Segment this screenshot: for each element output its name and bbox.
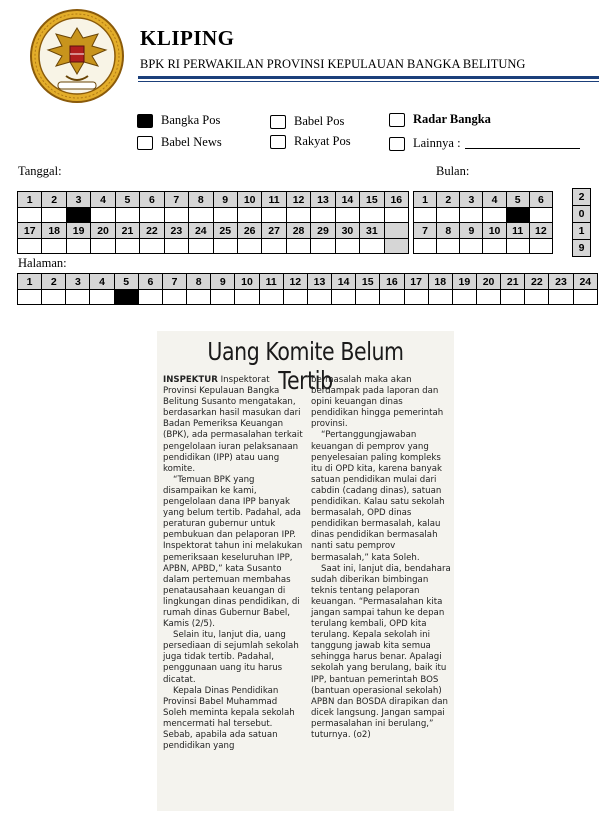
source-babel-pos[interactable] xyxy=(270,114,344,129)
number-cell: 23 xyxy=(549,274,573,290)
article-paragraph: INSPEKTUR Inspektorat Provinsi Kepulauan Bangka Belitung Susanto mengatakan, berdasarkan hasil masukan dari Badan Pemeriksa Keuangan (BPK), ada permasalahan terkait pengelolaan iuran pelaksanaan pendidikan (IPP) atau uang komite. xyxy=(163,375,303,474)
mark-cell[interactable] xyxy=(332,290,356,305)
number-cell: 14 xyxy=(332,274,356,290)
mark-cell[interactable] xyxy=(18,208,42,223)
number-cell: 11 xyxy=(262,192,286,208)
number-cell: 5 xyxy=(506,192,529,208)
mark-cell[interactable] xyxy=(380,290,404,305)
number-cell: 10 xyxy=(235,274,259,290)
number-cell: 19 xyxy=(66,223,90,239)
article-paragraph: Selain itu, lanjut dia, uang persediaan di sejumlah sekolah juga tidak tertib. Padahal, penggunaan uang itu harus dicatat. xyxy=(163,630,299,685)
number-cell: 18 xyxy=(428,274,452,290)
number-cell: 30 xyxy=(335,223,359,239)
number-cell: 20 xyxy=(91,223,115,239)
mark-cell[interactable] xyxy=(283,290,307,305)
number-cell: 2 xyxy=(437,192,460,208)
mark-cell[interactable] xyxy=(18,290,42,305)
mark-cell[interactable] xyxy=(506,239,529,254)
mark-cell[interactable] xyxy=(529,208,552,223)
number-cell: 3 xyxy=(460,192,483,208)
article-column-2 xyxy=(311,375,451,741)
mark-cell[interactable] xyxy=(501,290,525,305)
number-cell: 12 xyxy=(286,192,310,208)
mark-cell[interactable] xyxy=(138,290,162,305)
checkbox[interactable] xyxy=(270,135,286,149)
checkbox[interactable] xyxy=(389,137,405,151)
mark-cell[interactable] xyxy=(404,290,428,305)
mark-cell[interactable] xyxy=(18,239,42,254)
number-cell: 23 xyxy=(164,223,188,239)
number-cell: 11 xyxy=(259,274,283,290)
mark-cell[interactable] xyxy=(237,208,261,223)
mark-cell[interactable] xyxy=(262,208,286,223)
checkbox[interactable] xyxy=(137,136,153,150)
mark-cell[interactable] xyxy=(164,208,188,223)
newspaper-clipping xyxy=(157,331,454,811)
article-headline: Uang Komite Belum Tertib xyxy=(207,337,404,395)
article-paragraph: Kepala Dinas Pendidikan Provinsi Babel Muhammad Soleh meminta kepala sekolah mencermati hal tersebut. Sebab, apabila ada satuan pendidikan yang xyxy=(163,685,295,752)
source-label: Radar Bangka xyxy=(413,112,491,126)
source-bangka-pos[interactable] xyxy=(137,113,220,128)
number-cell: 13 xyxy=(307,274,331,290)
number-cell: 17 xyxy=(18,223,42,239)
mark-cell[interactable] xyxy=(213,239,237,254)
source-babel-news[interactable] xyxy=(137,135,222,150)
number-cell: 2 xyxy=(42,274,66,290)
article-paragraph: “Pertanggungjawaban keuangan di pemprov yang penyelesaian paling kompleks itu di OPD kita, karena banyak satuan pendidikan mulai dari cabdin (cadang dinas), satuan pendidikan. Kalau satu sekolah bermasalah, OPD dinas pendidikan bermasalah, kalau dinas pendidikan bermasalah nanti satu pemprov bermasalah,” kata Soleh. xyxy=(311,430,445,563)
number-cell: 7 xyxy=(164,192,188,208)
number-cell: 13 xyxy=(311,192,335,208)
mark-cell[interactable] xyxy=(189,239,213,254)
number-cell: 5 xyxy=(114,274,138,290)
mark-cell[interactable] xyxy=(140,208,164,223)
number-cell: 3 xyxy=(66,274,90,290)
number-cell: 19 xyxy=(452,274,476,290)
number-cell: 15 xyxy=(360,192,384,208)
mark-cell[interactable] xyxy=(286,239,310,254)
article-paragraph: “Temuan BPK yang disampaikan ke kami, pengelolaan dana IPP banyak yang belum tertib. Padahal, ada peraturan gubernur untuk pembukuan dan pelaporan IPP. Inspektorat tahun ini melakukan pemeriksaan keseluruhan IPP, APBN, APBD,” kata Susanto dalam pertemuan membahas penatausahaan keuangan di lingkungan dinas pendidikan, di rumah dinas Gubernur Babel, Kamis (2/5). xyxy=(163,474,303,630)
number-cell: 3 xyxy=(66,192,90,208)
number-cell: 8 xyxy=(187,274,211,290)
halaman-grid xyxy=(17,273,598,305)
article-paragraph: bermasalah maka akan berdampak pada laporan dan opini keuangan dinas pendidikan hingga pemerintah provinsi. xyxy=(311,375,444,430)
source-label: Bangka Pos xyxy=(161,113,221,127)
number-cell: 22 xyxy=(140,223,164,239)
number-cell: 10 xyxy=(483,223,506,239)
number-cell: 9 xyxy=(213,192,237,208)
number-cell: 8 xyxy=(189,192,213,208)
mark-cell[interactable] xyxy=(311,208,335,223)
number-cell: 2 xyxy=(42,192,66,208)
mark-cell[interactable] xyxy=(437,208,460,223)
mark-cell[interactable] xyxy=(525,290,549,305)
number-cell: 31 xyxy=(360,223,384,239)
article-paragraph: Saat ini, lanjut dia, bendahara sudah diberikan bimbingan teknis tentang pelaporan keuangan. “Permasalahan kita jangan sampai tahun ke depan terulang kembali, OPD kita terulang. Kepala sekolah ini tanggung jawab kita semua sehingga harus benar. Apalagi sekolah yang berulang, baik itu IPP, bantuan pemerintah BOS (bantuan operasional sekolah) APBN dan BOSDA dirapikan dan dicek langsung. Jangan sampai permasalahan ini berulang,” tuturnya. (o2) xyxy=(311,563,451,740)
mark-cell[interactable] xyxy=(66,239,90,254)
mark-cell[interactable] xyxy=(162,290,186,305)
number-cell: 24 xyxy=(573,274,597,290)
mark-cell[interactable] xyxy=(286,208,310,223)
mark-cell[interactable] xyxy=(114,290,138,305)
source-label: Babel Pos xyxy=(294,114,345,128)
mark-cell[interactable] xyxy=(335,208,359,223)
number-cell: 16 xyxy=(380,274,404,290)
number-cell: 28 xyxy=(286,223,310,239)
tanggal-grid xyxy=(17,191,409,254)
year-digit: 2 xyxy=(573,189,591,206)
mark-cell[interactable] xyxy=(414,208,437,223)
mark-cell[interactable] xyxy=(187,290,211,305)
number-cell: 16 xyxy=(384,192,408,208)
number-cell: 6 xyxy=(138,274,162,290)
number-cell: 17 xyxy=(404,274,428,290)
number-cell: 12 xyxy=(529,223,552,239)
number-cell: 11 xyxy=(506,223,529,239)
mark-cell[interactable] xyxy=(360,208,384,223)
mark-cell[interactable] xyxy=(115,239,139,254)
mark-cell[interactable] xyxy=(437,239,460,254)
number-cell xyxy=(384,223,408,239)
year-digit: 1 xyxy=(573,223,591,240)
mark-cell[interactable] xyxy=(115,208,139,223)
mark-cell[interactable] xyxy=(483,208,506,223)
mark-cell[interactable] xyxy=(335,239,359,254)
mark-cell[interactable] xyxy=(164,239,188,254)
mark-cell[interactable] xyxy=(360,239,384,254)
mark-cell[interactable] xyxy=(42,208,66,223)
number-cell: 6 xyxy=(529,192,552,208)
number-cell: 1 xyxy=(18,192,42,208)
number-cell: 18 xyxy=(42,223,66,239)
page-subtitle: BPK RI PERWAKILAN PROVINSI KEPULAUAN BANGKA BELITUNG xyxy=(140,57,526,71)
mark-cell[interactable] xyxy=(549,290,573,305)
mark-cell[interactable] xyxy=(476,290,500,305)
bulan-label: Bulan: xyxy=(436,164,470,178)
number-cell: 22 xyxy=(525,274,549,290)
number-cell: 21 xyxy=(501,274,525,290)
mark-cell[interactable] xyxy=(66,208,90,223)
mark-cell[interactable] xyxy=(91,208,115,223)
number-cell: 1 xyxy=(414,192,437,208)
number-cell: 4 xyxy=(91,192,115,208)
number-cell: 8 xyxy=(437,223,460,239)
year-digit: 9 xyxy=(573,240,591,257)
year-digit: 0 xyxy=(573,206,591,223)
checkbox-checked[interactable] xyxy=(137,114,153,128)
number-cell: 7 xyxy=(162,274,186,290)
page-title: KLIPING xyxy=(140,26,235,50)
header-rule xyxy=(138,76,599,79)
mark-cell[interactable] xyxy=(414,239,437,254)
checkbox[interactable] xyxy=(389,113,405,127)
number-cell: 9 xyxy=(211,274,235,290)
mark-cell[interactable] xyxy=(307,290,331,305)
number-cell: 14 xyxy=(335,192,359,208)
number-cell: 15 xyxy=(356,274,380,290)
mark-cell[interactable] xyxy=(483,239,506,254)
mark-cell[interactable] xyxy=(573,290,597,305)
mark-cell[interactable] xyxy=(452,290,476,305)
tahun-grid xyxy=(572,188,591,257)
mark-cell[interactable] xyxy=(235,290,259,305)
mark-cell[interactable] xyxy=(356,290,380,305)
number-cell: 7 xyxy=(414,223,437,239)
number-cell: 12 xyxy=(283,274,307,290)
bulan-grid xyxy=(413,191,553,254)
mark-cell[interactable] xyxy=(259,290,283,305)
mark-cell[interactable] xyxy=(384,239,408,254)
mark-cell[interactable] xyxy=(529,239,552,254)
mark-cell[interactable] xyxy=(460,208,483,223)
number-cell: 27 xyxy=(262,223,286,239)
mark-cell[interactable] xyxy=(428,290,452,305)
mark-cell[interactable] xyxy=(460,239,483,254)
lainnya-input-line[interactable] xyxy=(465,148,580,149)
mark-cell[interactable] xyxy=(213,208,237,223)
number-cell: 26 xyxy=(237,223,261,239)
number-cell: 29 xyxy=(311,223,335,239)
header-rule-thin xyxy=(138,81,599,82)
mark-cell[interactable] xyxy=(189,208,213,223)
mark-cell[interactable] xyxy=(140,239,164,254)
article-lead-word: INSPEKTUR xyxy=(163,375,218,385)
number-cell: 10 xyxy=(237,192,261,208)
mark-cell[interactable] xyxy=(211,290,235,305)
mark-cell[interactable] xyxy=(42,290,66,305)
bpk-logo xyxy=(28,4,126,108)
mark-cell[interactable] xyxy=(262,239,286,254)
mark-cell[interactable] xyxy=(42,239,66,254)
mark-cell[interactable] xyxy=(66,290,90,305)
number-cell: 9 xyxy=(460,223,483,239)
garuda-emblem-icon xyxy=(28,4,126,108)
number-cell: 24 xyxy=(189,223,213,239)
number-cell: 21 xyxy=(115,223,139,239)
number-cell: 6 xyxy=(140,192,164,208)
number-cell: 4 xyxy=(90,274,114,290)
source-label: Lainnya : xyxy=(413,136,461,150)
checkbox[interactable] xyxy=(270,115,286,129)
source-label: Babel News xyxy=(161,135,222,149)
number-cell: 20 xyxy=(476,274,500,290)
source-radar-bangka[interactable] xyxy=(389,112,491,127)
mark-cell[interactable] xyxy=(237,239,261,254)
mark-cell[interactable] xyxy=(311,239,335,254)
source-label: Rakyat Pos xyxy=(294,134,351,148)
mark-cell[interactable] xyxy=(506,208,529,223)
number-cell: 5 xyxy=(115,192,139,208)
mark-cell[interactable] xyxy=(384,208,408,223)
mark-cell[interactable] xyxy=(91,239,115,254)
mark-cell[interactable] xyxy=(90,290,114,305)
tanggal-label: Tanggal: xyxy=(18,164,62,178)
article-column-1 xyxy=(163,375,303,752)
source-lainnya[interactable] xyxy=(389,136,461,151)
halaman-label: Halaman: xyxy=(18,256,67,270)
number-cell: 25 xyxy=(213,223,237,239)
number-cell: 1 xyxy=(18,274,42,290)
source-rakyat-pos[interactable] xyxy=(270,134,351,149)
number-cell: 4 xyxy=(483,192,506,208)
